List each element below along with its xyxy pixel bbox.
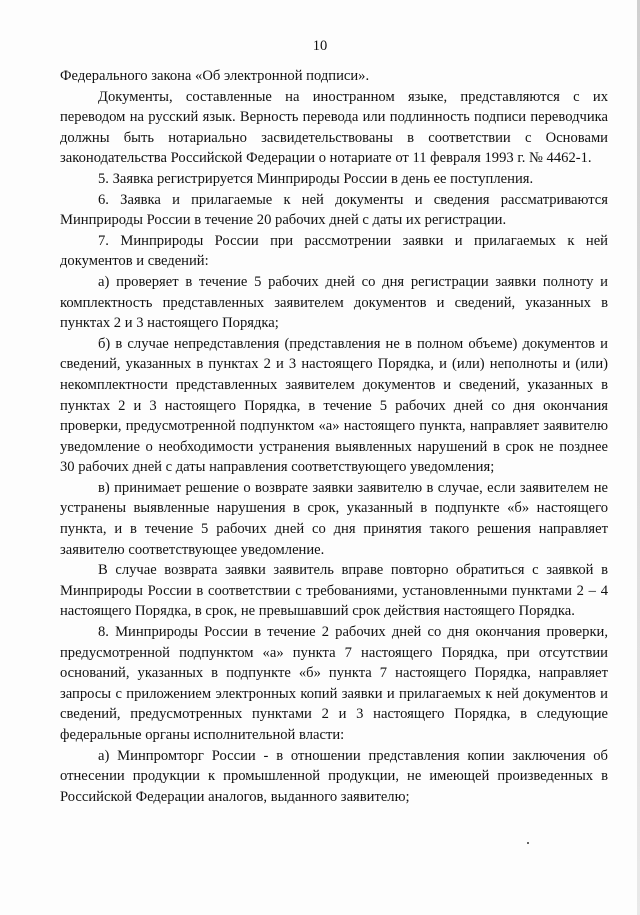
paragraph-item-8a: а) Минпромторг России - в отношении представления копии заключения об отнесении продукции к промышленной продукции, не имеющей произведенных в Российской Федерации аналогов, выданного заявителю; (60, 747, 608, 805)
paragraph-item-7a: а) проверяет в течение 5 рабочих дней со дня регистрации заявки полноту и комплектность представленных заявителем документов и сведений, указанных в пунктах 2 и 3 настоящего Порядка; (60, 273, 608, 332)
paragraph-item-8: 8. Минприроды России в течение 2 рабочих дней со дня окончания проверки, предусмотренной подпунктом «а» пункта 7 настоящего Порядка, при отсутствии оснований, указанных в подпункте «б» пункта 7 настоящего Порядка, направляет запросы с приложением электронных копий заявки и прилагаемых к ней документов и сведений, предусмотренных пунктами 2 и 3 настоящего Порядка, в следующие федеральные органы исполнительной власти: (60, 624, 608, 743)
page-number: 10 (312, 38, 328, 54)
paragraph-continuation: Федерального закона «Об электронной подписи». (60, 68, 370, 84)
paragraph-foreign-documents: Документы, составленные на иностранном языке, представляются с их переводом на русский язык. Верность перевода или подлинность подписи переводчика должны быть нотариально засвидетельствованы в соответствии с Основами законодательства Российской Федерации о нотариате от 11 февраля 1993 г. № 4462-1. (60, 88, 608, 167)
paragraph-item-6: 6. Заявка и прилагаемые к ней документы и сведения рассматриваются Минприроды России в течение 20 рабочих дней с даты их регистрации. (60, 191, 608, 229)
scan-artifact-dot (527, 842, 529, 844)
paragraph-return-case: В случае возврата заявки заявитель вправе повторно обратиться с заявкой в Минприроды России в соответствии с требованиями, установленными пунктами 2 – 4 настоящего Порядка, в срок, не превышавший срок действия настоящего Порядка. (60, 562, 608, 620)
document-body (60, 66, 608, 807)
paragraph-item-5: 5. Заявка регистрируется Минприроды России в день ее поступления. (98, 170, 534, 187)
paragraph-item-7v: в) принимает решение о возврате заявки заявителю в случае, если заявителем не устранены выявленные нарушения в срок, указанный в подпункте «б» настоящего пункта, и в течение 5 рабочих дней со дня принятия такого решения направляет заявителю соответствующее уведомление. (60, 479, 608, 558)
paragraph-item-7: 7. Минприроды России при рассмотрении заявки и прилагаемых к ней документов и сведений: (60, 232, 608, 270)
paragraph-item-7b: б) в случае непредставления (представления не в полном объеме) документов и сведений, указанных в пунктах 2 и 3 настоящего Порядка, и (или) неполноты и (или) некомплектности представленных заявителем документов и сведений, указанных в пунктах 2 и 3 настоящего Порядка, в течение 5 рабочих дней со дня окончания проверки, предусмотренной подпунктом «а» настоящего пункта, направляет заявителю уведомление о необходимости устранения выявленных нарушений в срок не позднее 30 рабочих дней с даты направления соответствующего уведомления; (60, 335, 608, 476)
